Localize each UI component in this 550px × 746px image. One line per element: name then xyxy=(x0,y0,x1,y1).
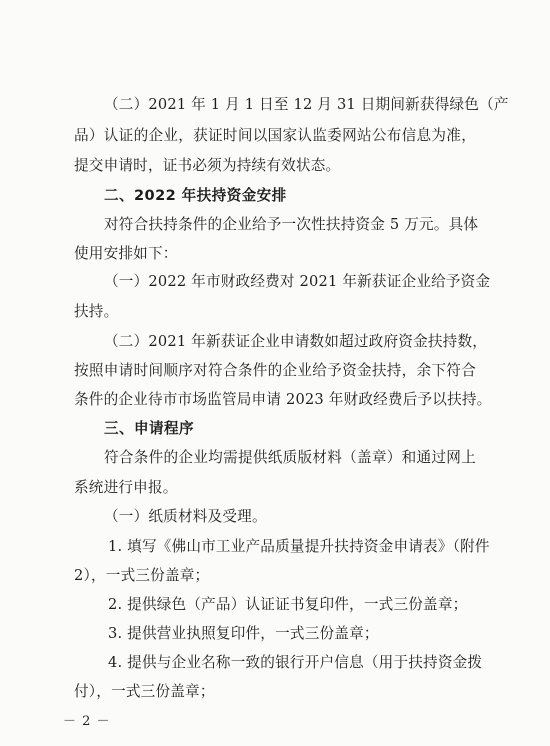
section-heading: 三、申请程序 xyxy=(104,420,194,437)
paragraph-line: 系统进行申报。 xyxy=(74,479,178,496)
list-item-line: 1. 填写《佛山市工业产品质量提升扶持资金申请表》（附件 xyxy=(108,538,490,555)
paragraph-line: 提交申请时，证书必须为持续有效状态。 xyxy=(74,157,341,174)
paragraph-line: 扶持。 xyxy=(74,303,119,320)
paragraph-line: 品）认证的企业，获证时间以国家认监委网站公布信息为准， xyxy=(74,127,476,144)
list-item-line: 3. 提供营业执照复印件，一式三份盖章； xyxy=(108,625,379,642)
page-number: － 2 － xyxy=(63,714,111,729)
paragraph-line: （二）2021 年新获证企业申请数如超过政府资金扶持数， xyxy=(104,333,488,350)
list-item-line: 2），一式三份盖章； xyxy=(74,567,210,584)
list-item-line: 付），一式三份盖章； xyxy=(74,683,215,700)
paragraph-line: 按照申请时间顺序对符合条件的企业给予资金扶持，余下符合 xyxy=(74,362,476,379)
paragraph-line: 使用安排如下： xyxy=(74,245,178,262)
paragraph-line: 对符合扶持条件的企业给予一次性扶持资金 5 万元。具体 xyxy=(104,216,479,233)
paragraph-line: 符合条件的企业均需提供纸质版材料（盖章）和通过网上 xyxy=(104,449,476,466)
section-heading: 二、2022 年扶持资金安排 xyxy=(104,187,287,204)
paragraph-line: （二）2021 年 1 月 1 日至 12 月 31 日期间新获得绿色（产 xyxy=(104,96,509,113)
paragraph-line: （一）2022 年市财政经费对 2021 年新获证企业给予资金 xyxy=(104,273,491,290)
list-item-line: 2. 提供绿色（产品）认证证书复印件，一式三份盖章； xyxy=(108,596,468,613)
paragraph-line: （一）纸质材料及受理。 xyxy=(104,508,267,525)
list-item-line: 4. 提供与企业名称一致的银行开户信息（用于扶持资金拨 xyxy=(108,654,483,671)
paragraph-line: 条件的企业待市市场监管局申请 2023 年财政经费后予以扶持。 xyxy=(74,391,492,408)
